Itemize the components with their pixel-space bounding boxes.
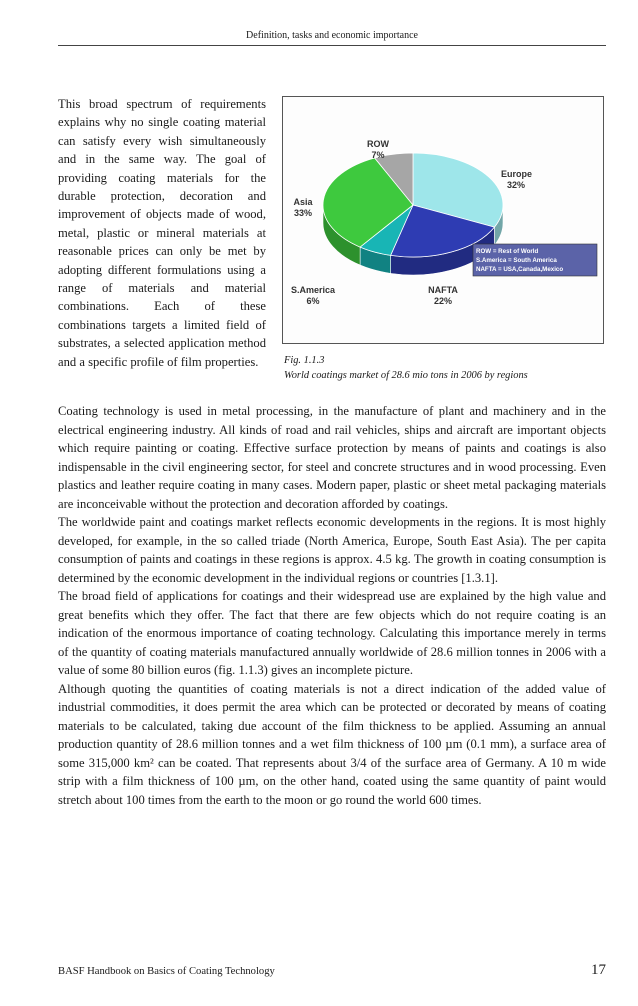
pie-value-asia: 33%	[293, 208, 313, 218]
figure-caption-text: World coatings market of 28.6 mio tons in 2006 by regions	[284, 370, 528, 381]
body-paragraph-2: The worldwide paint and coatings market reflects economic developments in the regions. It is most highly developed, for example, in the so called triade (North America, Europe, South East Asia). The per capita consumption of paints and coatings in these regions is approx. 4.5 kg. The growth in coating consumption is determined by the economic development in the individual regions or countries [1.3.1].	[58, 515, 606, 585]
pie-label-asia: Asia	[293, 197, 313, 207]
intro-paragraph: This broad spectrum of requirements explains why no single coating material can satisfy every wish simultaneously and in the same way. The goal of providing coating materials for the durable protection, decoration and improvement of objects made of wood, metal, plastic or mineral materials at reasonable prices can only be met by adopting different formulations using a range of materials and material combinations. Each of these combinations targets a limited field of substrates, a selected application method and a specific profile of film properties.	[58, 97, 266, 369]
body-paragraph-1: Coating technology is used in metal processing, in the manufacture of plant and machinery and in the electrical engineering industry. All kinds of road and rail vehicles, ships and aircraft are important objects which require painting or coating. Effective surface protection by means of paints and coatings is also indispensable in the civil engineering sector, for steel and concrete structures and in wood processing. Even plastics and leather require coating in many cases. Modern paper, plastic or sheet metal packaging materials are inconceivable without the protection and decoration afforded by coatings.	[58, 404, 606, 511]
pie-value-europe: 32%	[507, 180, 526, 190]
figure-frame	[282, 96, 604, 344]
figure-caption	[284, 353, 614, 383]
body-text	[58, 402, 606, 809]
footer-book-title: BASF Handbook on Basics of Coating Technology	[58, 966, 275, 977]
pie-value-nafta: 22%	[433, 296, 453, 306]
pie-legend-item: S.America = South America	[476, 257, 557, 264]
page-footer	[58, 962, 606, 982]
header-rule	[58, 45, 606, 46]
body-paragraph-3: The broad field of applications for coatings and their widespread use are explained by the high value and great benefits which they offer. The fact that there are few objects which do not require coating is an indication of the enormous importance of coating technology. Calculating this importance merely in terms of the quantity of coating materials manufactured annually worldwide of 28.6 million tonnes in 2006 with a value of some 80 billion euros (fig. 1.1.3) gives an incomplete picture.	[58, 589, 606, 677]
running-header: Definition, tasks and economic importance	[246, 30, 418, 41]
pie-value-samerica: 6%	[306, 296, 320, 306]
pie-label-europe: Europe	[501, 169, 533, 179]
body-paragraph-4: Although quoting the quantities of coating materials is not a direct indication of the added value of industrial commodities, it does permit the area which can be protected or decorated by means of coating materials to be calculated, taking due account of the film thickness to be applied. Assuming an annual production quantity of 28.6 million tonnes and a wet film thickness of 100 µm (0.1 mm), a surface area of some 315,000 km² can be coated. That represents about 3/4 of the surface area of Germany. A 10 m wide strip with a film thickness of 100 µm, on the other hand, coated using the same quantity of paint would stretch about 100 times from the earth to the moon or go round the world 600 times.	[58, 681, 606, 807]
intro-column	[58, 95, 266, 371]
pie-legend	[473, 244, 597, 276]
figure-number: Fig. 1.1.3	[284, 355, 325, 366]
pie-label-samerica: S.America	[290, 285, 336, 295]
pie-legend-item: NAFTA = USA,Canada,Mexico	[476, 266, 564, 273]
pie-label-nafta: NAFTA	[428, 285, 458, 295]
pie-value-row: 7%	[371, 150, 385, 160]
pie-label-row: ROW	[367, 139, 389, 149]
page-number: 17	[591, 962, 606, 978]
pie-chart	[283, 97, 603, 343]
pie-legend-item: ROW = Rest of World	[476, 248, 539, 255]
